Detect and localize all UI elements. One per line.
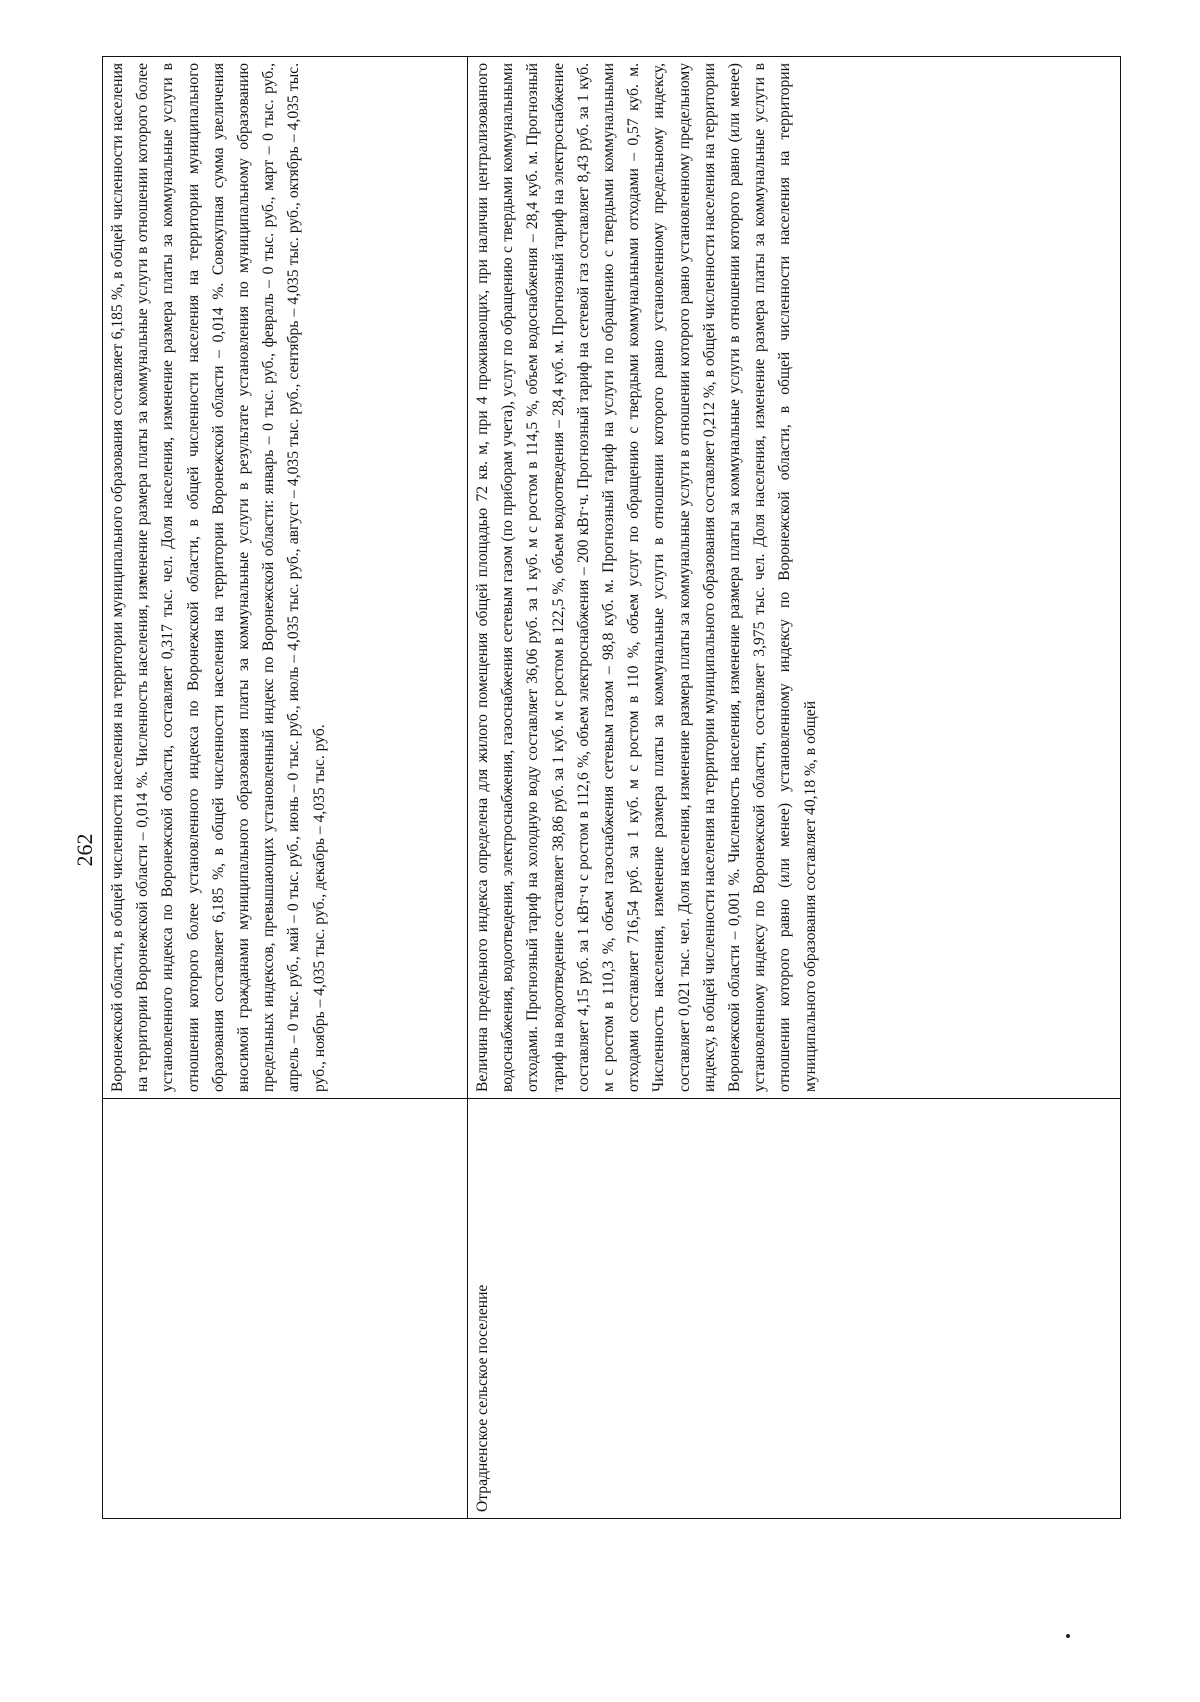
rotated-document-page [60,55,1140,1645]
description-cell: Величина предельного индекса определена для жилого помещения общей площадью 72 кв. м, при 4 проживающих, при наличии централизованного водоснабжения, водоотведения, электроснабжения, газоснабжения сетевым газом (по приборам учета), услуг по обращению с твердыми коммунальными отходами. Прогнозный тариф на холодную воду составляет 36,06 руб. за 1 куб. м с ростом в 114,5 %, объем водоснабжения – 28,4 куб. м. Прогнозный тариф на водоотведение составляет 38,86 руб. за 1 куб. м с ростом в 122,5 %, объем водоотведения – 28,4 куб. м. Прогнозный тариф на электроснабжение составляет 4,15 руб. за 1 кВт·ч с ростом в 112,6 %, объем электроснабжения – 200 кВт·ч. Прогнозный тариф на сетевой газ составляет 8,43 руб. за 1 куб. м с ростом в 110,3 %, объем газоснабжения сетевым газом – 98,8 куб. м. Прогнозный тариф на услуги по обращению с твердыми коммунальными отходами составляет 716,54 руб. за 1 куб. м с ростом в 110 %, объем услуг по обращению с твердыми коммунальными отходами – 0,57 куб. м. Численность населения, изменение размера платы за коммунальные услуги в отношении которого равно установленному предельному индексу, составляет 0,021 тыс. чел. Доля населения, изменение размера платы за коммунальные услуги в отношении которого равно установленному предельному индексу, в общей численности населения на территории муниципального образования составляет 0,212 %, в общей численности населения на территории Воронежской области – 0,001 %. Численность населения, изменение размера платы за коммунальные услуги в отношении которого равно (или менее) установленному индексу по Воронежской области, составляет 3,975 тыс. чел. Доля населения, изменение размера платы за коммунальные услуги в отношении которого равно (или менее) установленному индексу по Воронежской области, в общей численности населения на территории муниципального образования составляет 40,18 %, в общей [468,57,1121,1099]
municipality-name-cell [103,1099,468,1519]
page-number: 262 [72,833,97,867]
municipality-name-cell: Отрадненское сельское поселение [468,1099,1121,1519]
table-row [103,57,468,1519]
description-cell: Воронежской области, в общей численности населения на территории муниципального образования составляет 6,185 %, в общей численности населения на территории Воронежской области – 0,014 %. Численность населения, изменение размера платы за коммунальные услуги в отношении которого более установленного индекса по Воронежской области, составляет 0,317 тыс. чел. Доля населения, изменение размера платы за коммунальные услуги в отношении которого более установленного индекса по Воронежской области, в общей численности населения на территории муниципального образования составляет 6,185 %, в общей численности населения на территории Воронежской области – 0,014 %. Совокупная сумма увеличения вносимой гражданами муниципального образования платы за коммунальные услуги в результате установления по муниципальному образованию предельных индексов, превышающих установленный индекс по Воронежской области: январь – 0 тыс. руб., февраль – 0 тыс. руб., март – 0 тыс. руб., апрель – 0 тыс. руб., май – 0 тыс. руб., июнь – 0 тыс. руб., июль – 4,035 тыс. руб., август – 4,035 тыс. руб., сентябрь – 4,035 тыс. руб., октябрь – 4,035 тыс. руб., ноябрь – 4,035 тыс. руб., декабрь – 4,035 тыс. руб. [103,57,468,1099]
table-row [468,57,1121,1519]
index-table [102,56,1121,1519]
